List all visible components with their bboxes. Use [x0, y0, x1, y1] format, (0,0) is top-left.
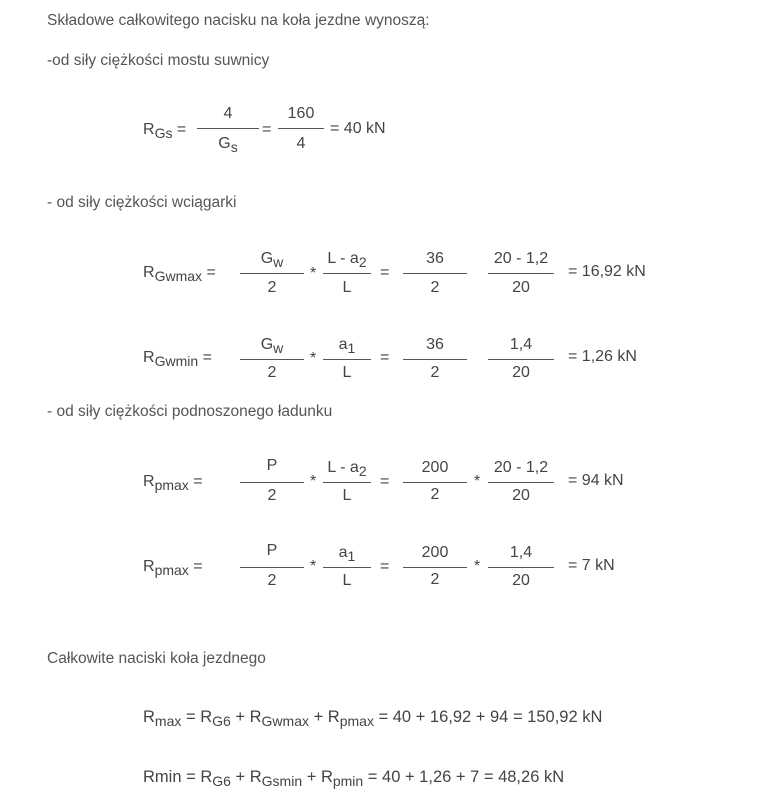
- eq5-equals: =: [380, 558, 390, 575]
- load-text: - od siły ciężkości podnoszonego ładunku: [47, 403, 333, 420]
- eq3-fraction-1: Gw 2: [240, 337, 304, 387]
- eq3-mul: *: [310, 350, 317, 367]
- eq2-fraction-4: 20 - 1,2 20: [488, 251, 554, 301]
- eq3-equals: =: [380, 349, 390, 366]
- eq2-fraction-1: Gw 2: [240, 251, 304, 301]
- eq5-fraction-1: P 2: [240, 543, 304, 593]
- eq2-lhs: RGwmax =: [143, 264, 216, 284]
- eq4-result: = 94 kN: [568, 472, 624, 489]
- eq5-fraction-4: 1,4 20: [488, 545, 554, 595]
- eq3-fraction-4: 1,4 20: [488, 337, 554, 387]
- eq4-fraction-1: P 2: [240, 458, 304, 508]
- eq5-fraction-3: 200 2: [403, 545, 467, 595]
- eq3-fraction-3: 36 2: [403, 337, 467, 387]
- eq3-lhs: RGwmin =: [143, 349, 212, 369]
- eq5-fraction-2: a1 L: [323, 545, 371, 595]
- hoist-text: - od siły ciężkości wciągarki: [47, 194, 237, 211]
- eq1-equals: =: [262, 121, 272, 138]
- total-text: Całkowite naciski koła jezdnego: [47, 650, 266, 667]
- eq2-equals: =: [380, 264, 390, 281]
- eq5-mul-2: *: [474, 558, 481, 575]
- eq2-result: = 16,92 kN: [568, 263, 646, 280]
- eq4-mul-2: *: [474, 473, 481, 490]
- eq1-fraction-2: 160 4: [278, 106, 324, 156]
- sum-rmin: $Rmin = R_{G6} + R_{Gsmin} + R_{pmin} = 40 + 1,26 + 7 = 48,26$ kN: [143, 768, 565, 789]
- eq4-fraction-4: 20 - 1,2 20: [488, 460, 554, 510]
- eq4-fraction-3: 200 2: [403, 460, 467, 510]
- eq4-mul: *: [310, 473, 317, 490]
- eq2-mul: *: [310, 265, 317, 282]
- intro-text: Składowe całkowitego nacisku na koła jezdne wynoszą:: [47, 12, 430, 29]
- eq5-mul: *: [310, 558, 317, 575]
- eq1-fraction-1: 4 Gs: [197, 106, 259, 156]
- eq2-fraction-2: L - a2 L: [323, 251, 371, 301]
- eq4-fraction-2: L - a2 L: [323, 460, 371, 510]
- eq2-fraction-3: 36 2: [403, 251, 467, 301]
- eq1-lhs: RGs =: [143, 121, 187, 141]
- eq5-result: = 7 kN: [568, 557, 615, 574]
- eq1-result: = 40 kN: [330, 120, 386, 137]
- eq5-lhs: Rpmax =: [143, 558, 203, 578]
- sum-rmax: $R_{max} = R_{G6} + R_{Gwmax} + R_{pmax} = 40 + 16,92 + 94 = 150,92$ kN: [143, 708, 603, 729]
- eq4-equals: =: [380, 473, 390, 490]
- eq3-fraction-2: a1 L: [323, 337, 371, 387]
- bridge-text: -od siły ciężkości mostu suwnicy: [47, 52, 270, 69]
- eq3-result: = 1,26 kN: [568, 348, 637, 365]
- eq4-lhs: Rpmax =: [143, 473, 203, 493]
